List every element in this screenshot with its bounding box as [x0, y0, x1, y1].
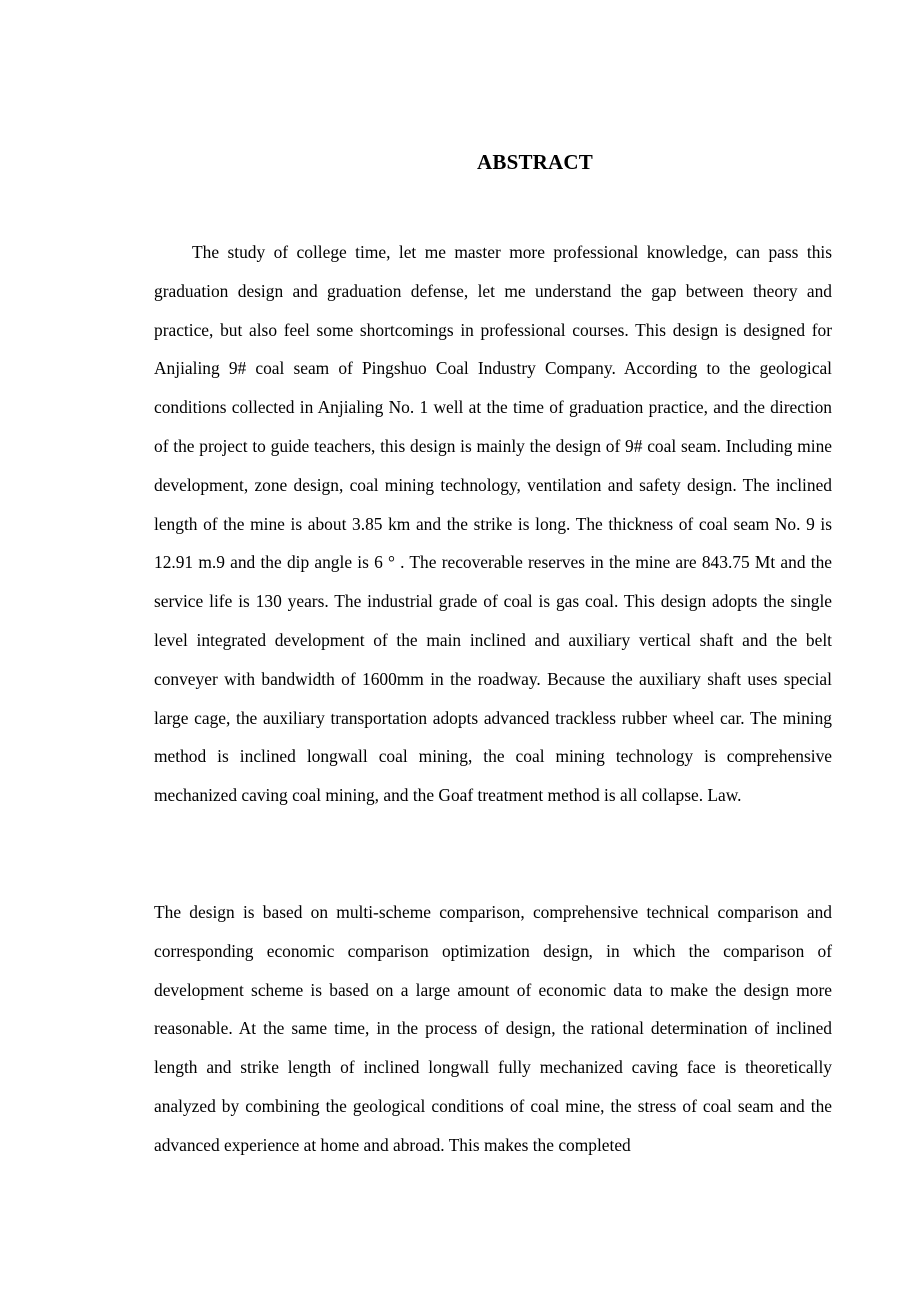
abstract-paragraph-1: The study of college time, let me master more professional knowledge, can pass this graduation design and graduation defense, let me understand the gap between theory and practice, but also feel some shortcomings in professional courses. This design is designed for Anjialing 9# coal seam of Pingshuo Coal Industry Company. According to the geological conditions collected in Anjialing No. 1 well at the time of graduation practice, and the direction of the project to guide teachers, this design is mainly the design of 9# coal seam. Including mine development, zone design, coal mining technology, ventilation and safety design. The inclined length of the mine is about 3.85 km and the strike is long. The thickness of coal seam No. 9 is 12.91 m.9 and the dip angle is 6 ° . The recoverable reserves in the mine are 843.75 Mt and the service life is 130 years. The industrial grade of coal is gas coal. This design adopts the single level integrated development of the main inclined and auxiliary vertical shaft and the belt conveyer with bandwidth of 1600mm in the roadway. Because the auxiliary shaft uses special large cage, the auxiliary transportation adopts advanced trackless rubber wheel car. The mining method is inclined longwall coal mining, the coal mining technology is comprehensive mechanized caving coal mining, and the Goaf treatment method is all collapse. Law. — [154, 242, 832, 806]
abstract-title: ABSTRACT — [477, 150, 593, 174]
abstract-paragraph-2: The design is based on multi-scheme comparison, comprehensive technical comparison and corresponding economic comparison optimization design, in which the comparison of development scheme is based on a large amount of economic data to make the design more reasonable. At the same time, in the process of design, the rational determination of inclined length and strike length of inclined longwall fully mechanized caving face is theoretically analyzed by combining the geological conditions of coal mine, the stress of coal seam and the advanced experience at home and abroad. This makes the completed — [154, 902, 832, 1155]
